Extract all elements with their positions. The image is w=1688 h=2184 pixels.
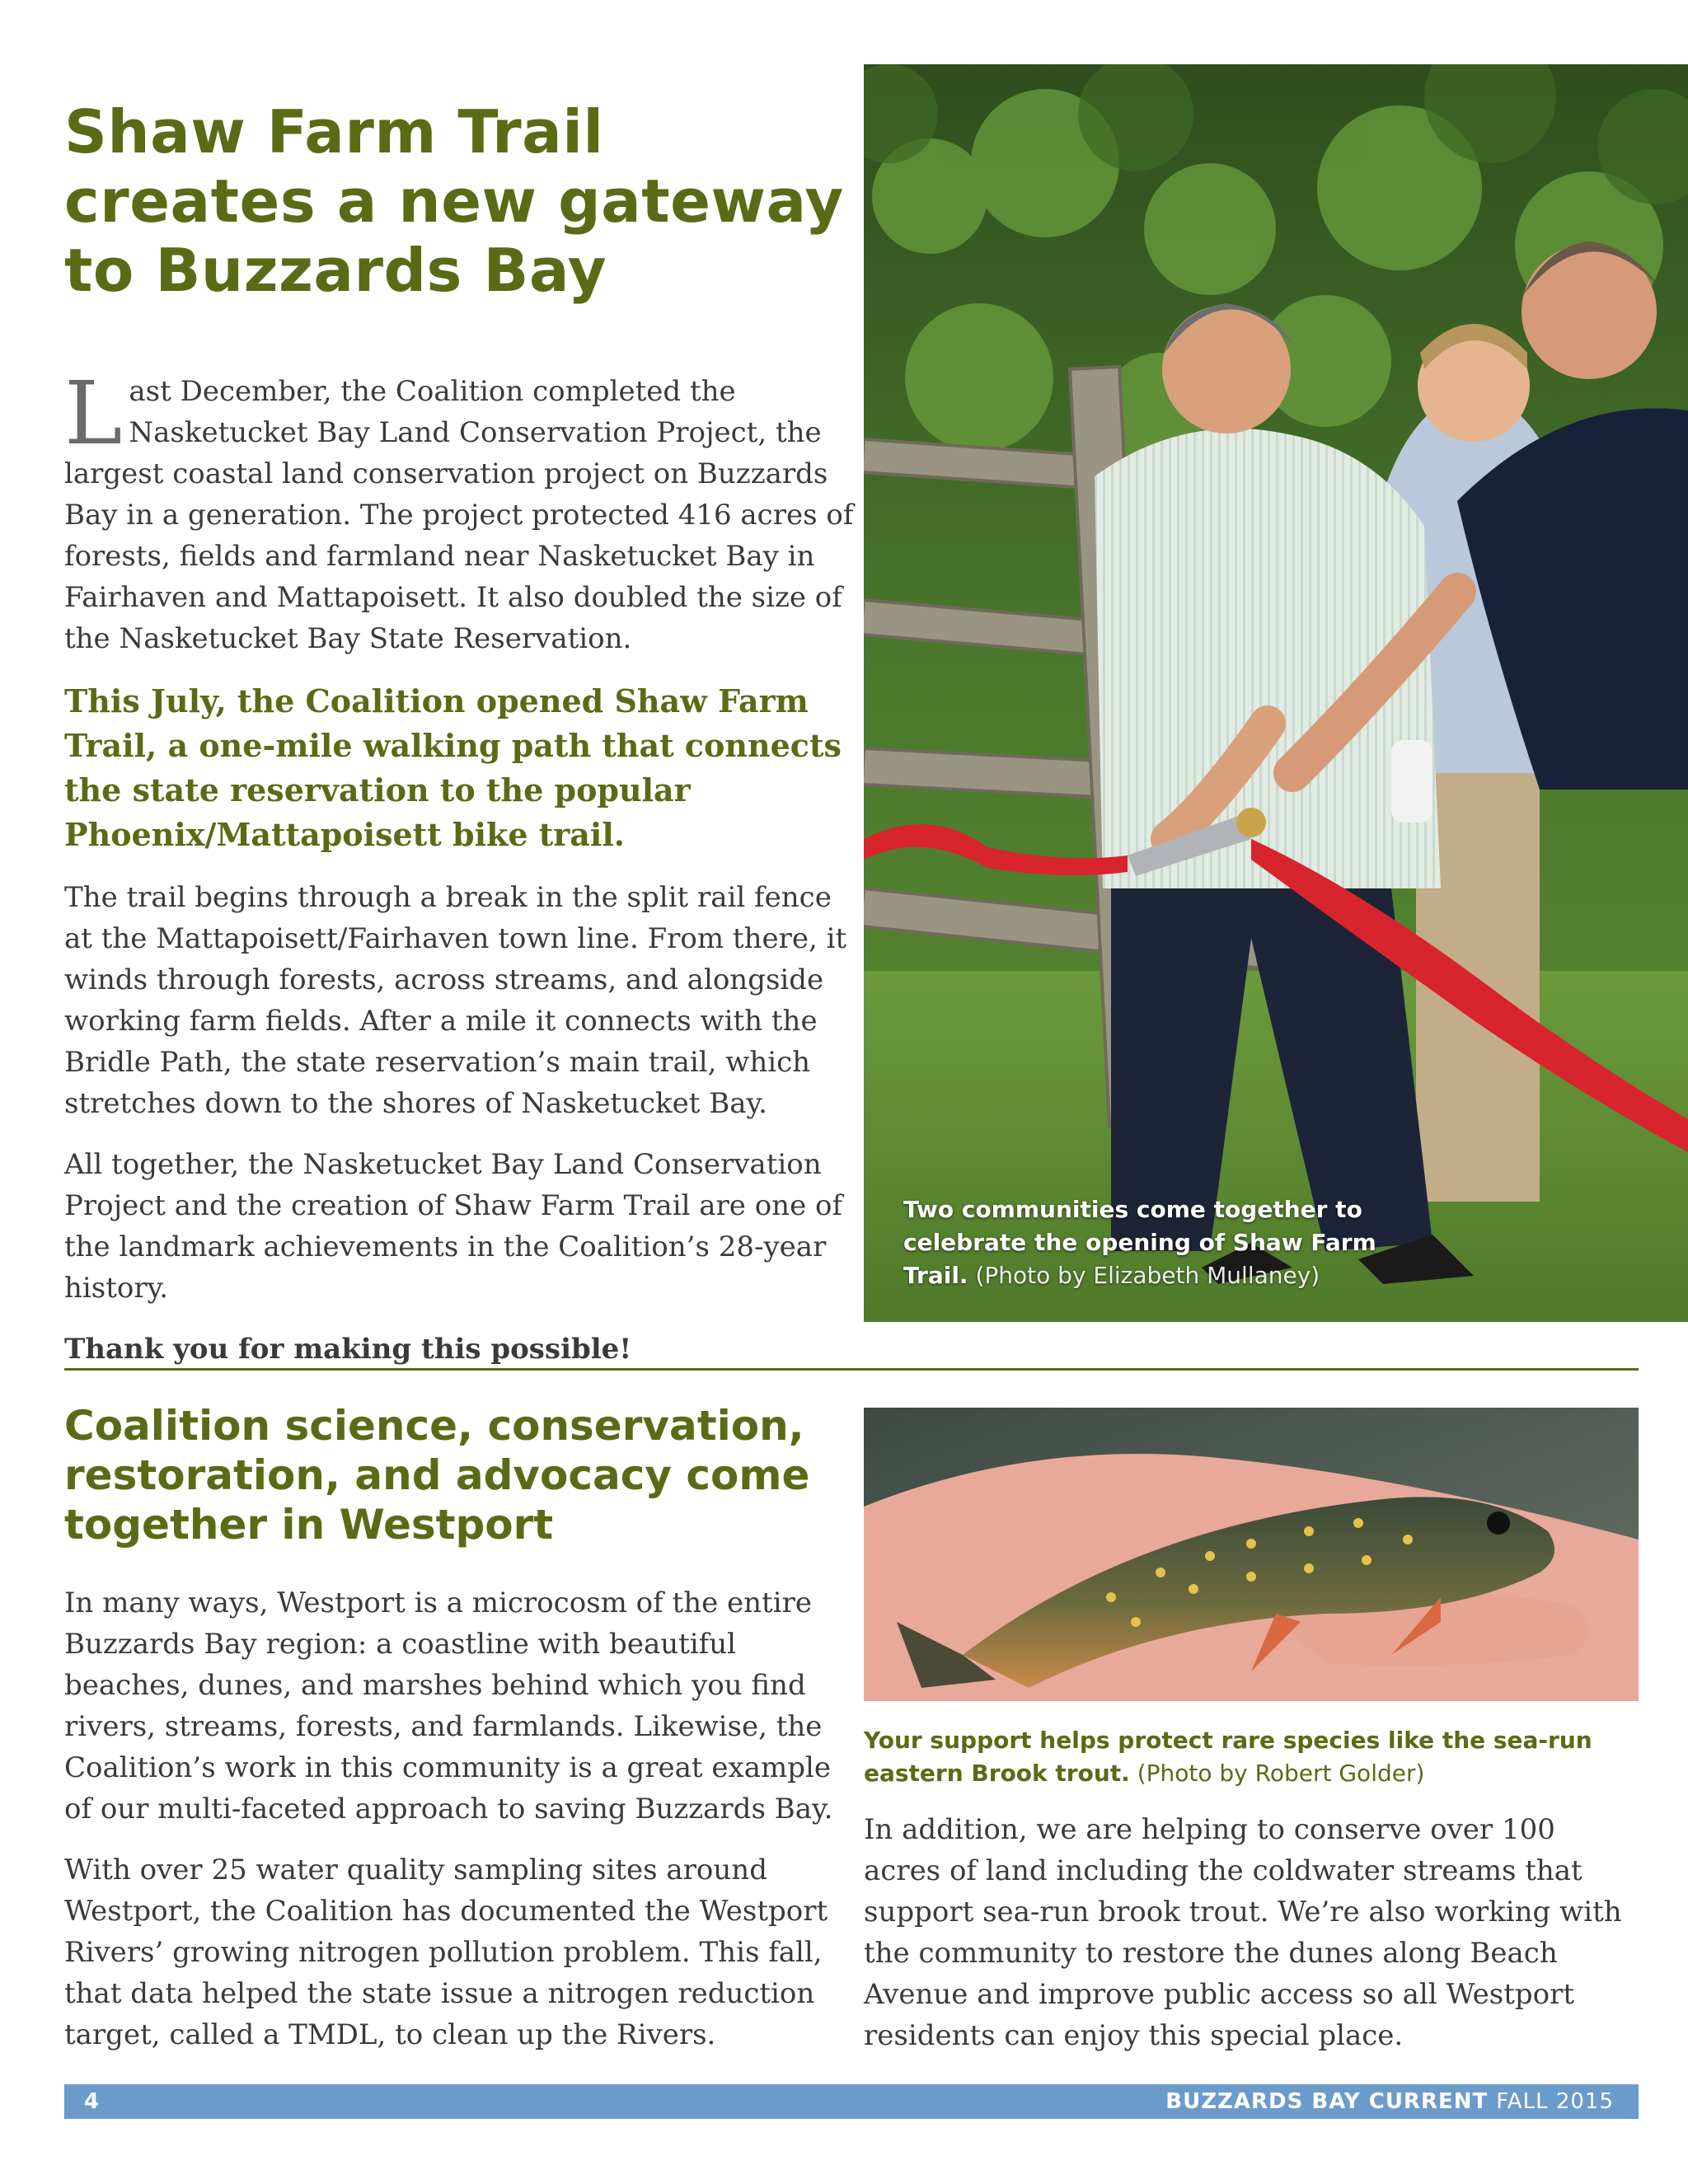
article-body	[64, 363, 856, 1390]
publication-name: BUZZARDS BAY CURRENT	[1165, 2089, 1489, 2114]
trail-paragraph: The trail begins through a break in the split rail fence at the Mattapoisett/Fairhaven town line. From there, it winds through forests, across streams, and alongside working farm fields. After a mile it connects with the Bridle Path, the state reservation’s main trail, which stretches down to the shores of Nasketucket Bay.	[64, 881, 847, 1120]
drop-cap: L	[64, 363, 123, 464]
intro-paragraph	[64, 363, 856, 659]
page-footer	[64, 2084, 1639, 2119]
bottom-photo-caption	[864, 1724, 1639, 1790]
ribbon-cutting-photo	[864, 64, 1688, 1322]
section-divider	[64, 1368, 1639, 1371]
article-title-westport: Coalition science, conservation, restoration, and advocacy come together in Westport	[64, 1402, 810, 1549]
publication-season: FALL 2015	[1496, 2089, 1614, 2114]
lead-paragraph: This July, the Coalition opened Shaw Farm Trail, a one-mile walking path that connects the state reservation to the popular Phoenix/Mattapoisett bike trail.	[64, 682, 842, 853]
westport-body	[64, 1582, 847, 2075]
ribbon-cutting-illustration	[864, 64, 1688, 1322]
top-photo-caption-text: Two communities come together to celebrate the opening of Shaw Farm Trail.	[903, 1196, 1376, 1289]
westport-body-continued	[864, 1809, 1639, 2056]
top-photo-caption	[903, 1193, 1398, 1292]
brook-trout-photo	[864, 1408, 1639, 1701]
westport-intro-paragraph: In many ways, Westport is a microcosm of the entire Buzzards Bay region: a coastline with beautiful beaches, dunes, and marshes behind which you find rivers, streams, forests, and farmlands. Likewise, the Coalition’s work in this community is a great example of our multi-faceted approach to saving Buzzards Bay.	[64, 1586, 833, 1825]
bottom-photo-credit: (Photo by Robert Golder)	[1137, 1760, 1425, 1787]
water-quality-paragraph: With over 25 water quality sampling sites around Westport, the Coalition has documented the Westport Rivers’ growing nitrogen pollution problem. This fall, that data helped the state issue a nitrogen reduction target, called a TMDL, to clean up the Rivers.	[64, 1854, 828, 2051]
conservation-paragraph: In addition, we are helping to conserve over 100 acres of land including the coldwater streams that support sea-run brook trout. We’re also working with the community to restore the dunes along Beach Avenue and improve public access so all Westport residents can enjoy this special place.	[864, 1813, 1622, 2052]
article-title: Shaw Farm Trail creates a new gateway to Buzzards Bay	[64, 97, 844, 305]
thank-you-text: Thank you for making this possible!	[64, 1333, 632, 1366]
intro-text: ast December, the Coalition completed the Nasketucket Bay Land Conservation Project, the largest coastal land conservation project on Buzzards Bay in a generation. The project protected 416 acres of forests, fields and farmland near Nasketucket Bay in Fairhaven and Mattapoisett. It also doubled the size of the Nasketucket Bay State Reservation.	[64, 375, 854, 655]
top-photo-credit: (Photo by Elizabeth Mullaney)	[975, 1262, 1320, 1289]
publication-info	[1165, 2089, 1614, 2114]
brook-trout-illustration	[864, 1408, 1639, 1701]
bottom-photo-caption-text: Your support helps protect rare species like the sea-run eastern Brook trout.	[864, 1727, 1592, 1787]
achievement-paragraph: All together, the Nasketucket Bay Land Conservation Project and the creation of Shaw Farm Trail are one of the landmark achievements in the Coalition’s 28-year history.	[64, 1148, 843, 1305]
page-number: 4	[84, 2089, 100, 2114]
